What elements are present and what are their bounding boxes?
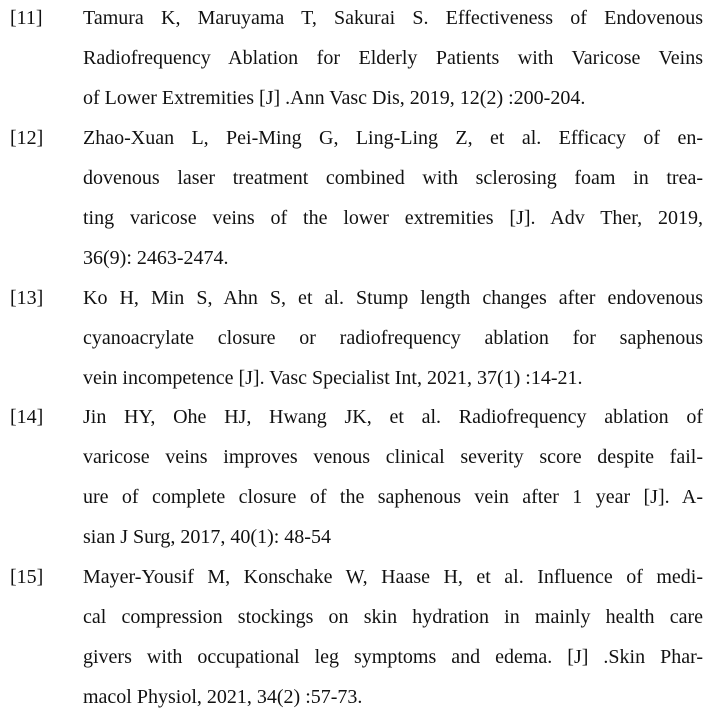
reference-text-line: ure of complete closure of the saphenous vein after 1 year [J]. A-: [83, 486, 703, 508]
reference-text-line: ting varicose veins of the lower extremities [J]. Adv Ther, 2019,: [83, 207, 703, 229]
reference-text-line: sian J Surg, 2017, 40(1): 48-54: [83, 526, 331, 548]
reference-number: [11]: [10, 7, 43, 29]
reference-text-line: cyanoacrylate closure or radiofrequency ablation for saphenous: [83, 327, 703, 349]
reference-text-line: Zhao-Xuan L, Pei-Ming G, Ling-Ling Z, et al. Efficacy of en-: [83, 127, 703, 149]
reference-text-line: of Lower Extremities [J] .Ann Vasc Dis, 2019, 12(2) :200-204.: [83, 87, 586, 109]
reference-text-line: Jin HY, Ohe HJ, Hwang JK, et al. Radiofrequency ablation of: [83, 406, 703, 428]
reference-text-line: Tamura K, Maruyama T, Sakurai S. Effectiveness of Endovenous: [83, 7, 703, 29]
reference-text-line: varicose veins improves venous clinical severity score despite fail-: [83, 446, 703, 468]
reference-text-line: Radiofrequency Ablation for Elderly Patients with Varicose Veins: [83, 47, 703, 69]
reference-text-line: 36(9): 2463-2474.: [83, 247, 229, 269]
reference-text-line: Mayer-Yousif M, Konschake W, Haase H, et al. Influence of medi-: [83, 566, 703, 588]
reference-text-line: vein incompetence [J]. Vasc Specialist Int, 2021, 37(1) :14-21.: [83, 367, 583, 389]
reference-number: [12]: [10, 127, 44, 149]
reference-text-line: cal compression stockings on skin hydration in mainly health care: [83, 606, 703, 628]
reference-number: [14]: [10, 406, 44, 428]
reference-text-line: dovenous laser treatment combined with sclerosing foam in trea-: [83, 167, 703, 189]
reference-text-line: Ko H, Min S, Ahn S, et al. Stump length changes after endovenous: [83, 287, 703, 309]
reference-number: [13]: [10, 287, 44, 309]
reference-text-line: macol Physiol, 2021, 34(2) :57-73.: [83, 686, 363, 708]
reference-number: [15]: [10, 566, 44, 588]
reference-text-line: givers with occupational leg symptoms and edema. [J] .Skin Phar-: [83, 646, 703, 668]
